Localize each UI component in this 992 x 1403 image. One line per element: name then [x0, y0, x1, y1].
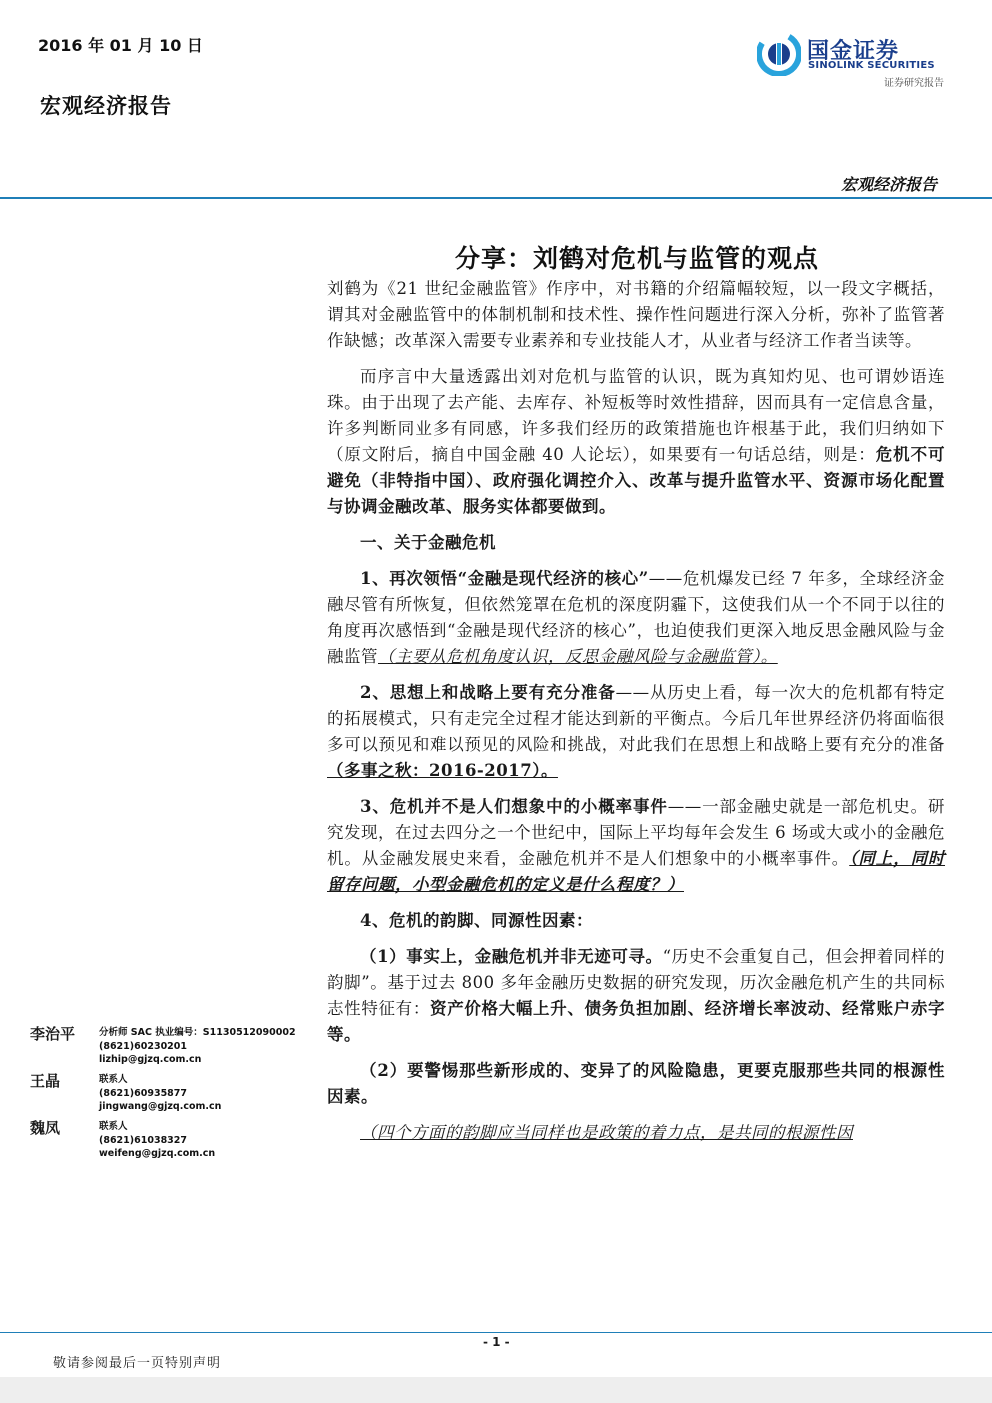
sub-item-2-note-line	[327, 1120, 945, 1146]
item-1-text: ——危机爆发已经 7 年多，全球经济金融尽管有所恢复，但依然笼罩在危机的深度阴霾下，这使我们从一个不同于以往的角度再次感悟到“金融是现代经济的核心”，也迫使我们更深入地反思金融风险与金融监管	[327, 569, 945, 666]
header-divider	[0, 197, 992, 199]
analyst-email[interactable]: jingwang@gjzq.com.cn	[99, 1101, 222, 1112]
sub-item-2-note: （四个方面的韵脚应当同样也是政策的着力点，是共同的根源性因	[360, 1123, 853, 1142]
item-2-note: （多事之秋：2016-2017）。	[327, 761, 558, 780]
analyst-phone: (8621)61038327	[99, 1134, 188, 1146]
article-body	[327, 276, 945, 1156]
footer-divider	[0, 1332, 992, 1333]
analyst-contact	[99, 1120, 215, 1161]
analyst-card	[30, 1070, 320, 1117]
item-4-heading: 4、危机的韵脚、同源性因素：	[360, 911, 593, 930]
sub-item-1-features: 资产价格大幅上升、债务负担加剧、经济增长率波动、经常账户赤字等。	[327, 999, 946, 1044]
sub-item-1-heading: （1）事实上，金融危机并非无迹可寻。	[360, 947, 663, 966]
item-3	[327, 794, 945, 898]
analyst-phone: (8621)60935877	[99, 1087, 188, 1099]
summary-text: 而序言中大量透露出刘对危机与监管的认识，既为真知灼见、也可谓妙语连珠。由于出现了去产能、去库存、补短板等时效性措辞，因而具有一定信息含量，许多判断同业多有同感，许多我们经历的政策措施也许根基于此，我们归纳如下（原文附后，摘自中国金融 40 人论坛），如果要有一句话总结，则是：	[327, 367, 945, 464]
article-title: 分享：刘鹤对危机与监管的观点	[454, 244, 819, 273]
sinolink-logo	[757, 30, 947, 90]
analyst-contact	[99, 1073, 221, 1114]
analyst-list	[30, 1023, 320, 1164]
sinolink-logo-icon	[757, 32, 801, 76]
page-number: - 1 -	[483, 1335, 510, 1349]
section-heading: 一、关于金融危机	[360, 533, 496, 552]
analyst-name: 王晶	[30, 1072, 61, 1090]
analyst-phone: (8621)60230201	[99, 1040, 188, 1052]
logo-name-en: SINOLINK SECURITIES	[808, 60, 935, 71]
analyst-card	[30, 1023, 320, 1070]
item-2	[327, 680, 945, 784]
item-1-note: （主要从危机角度认识，反思金融风险与金融监管）。	[378, 647, 778, 666]
item-3-text: ——一部金融史就是一部危机史。研究发现，在过去四分之一个世纪中，国际上平均每年会发生 6 场或大或小的金融危机。从金融发展史来看，金融危机并不是人们想象中的小概率事件。	[327, 797, 946, 868]
report-date: 2016 年 01 月 10 日	[38, 36, 203, 55]
bottom-bar	[0, 1377, 992, 1403]
analyst-email[interactable]: weifeng@gjzq.com.cn	[99, 1148, 216, 1159]
intro-text: 刘鹤为《21 世纪金融监管》作序中，对书籍的介绍篇幅较短，以一段文字概括，谓其对金融监管中的体制机制和技术性、操作性问题进行深入分析，弥补了监管著作缺憾；改革深入需要专业素养和专业技能人才，从业者与经济工作者当读等。	[327, 279, 945, 350]
analyst-role: 分析师 SAC 执业编号：S1130512090002	[99, 1027, 296, 1038]
logo-subtitle: 证券研究报告	[884, 78, 944, 89]
logo-name-cn: 国金证券	[807, 39, 900, 64]
report-type: 宏观经济报告	[40, 93, 172, 118]
summary-conclusion: 危机不可避免（非特指中国）、政府强化调控介入、改革与提升监管水平、资源市场化配置与协调金融改革、服务实体都要做到。	[327, 445, 945, 516]
analyst-email[interactable]: lizhip@gjzq.com.cn	[99, 1054, 202, 1065]
sub-item-1-text: “历史不会重复自己，但会押着同样的韵脚”。基于过去 800 多年金融历史数据的研究发现，历次金融危机产生的共同标志性特征有：	[327, 947, 946, 1018]
item-1-heading: 1、再次领悟“金融是现代经济的核心”	[360, 569, 649, 588]
sub-item-2: （2）要警惕那些新形成的、变异了的风险隐患，更要克服那些共同的根源性因素。	[327, 1061, 945, 1106]
running-header: 宏观经济报告	[840, 175, 937, 194]
item-2-heading: 2、思想上和战略上要有充分准备	[360, 683, 616, 702]
analyst-name: 李治平	[30, 1025, 76, 1043]
disclaimer: 敬请参阅最后一页特别声明	[53, 1356, 222, 1371]
analyst-role: 联系人	[99, 1074, 128, 1085]
analyst-contact	[99, 1026, 296, 1067]
item-3-heading: 3、危机并不是人们想象中的小概率事件	[360, 797, 668, 816]
paragraph-summary	[327, 364, 945, 520]
sub-item-1	[327, 944, 945, 1048]
analyst-role: 联系人	[99, 1121, 128, 1132]
analyst-name: 魏凤	[30, 1119, 61, 1137]
item-1	[327, 566, 945, 670]
item-2-text: ——从历史上看，每一次大的危机都有特定的拓展模式，只有走完全过程才能达到新的平衡点。今后几年世界经济仍将面临很多可以预见和难以预见的风险和挑战，对此我们在思想上和战略上要有充分的准备	[327, 683, 946, 754]
paragraph-intro	[327, 276, 945, 354]
item-3-note: （同上，同时留存问题，小型金融危机的定义是什么程度？）	[327, 849, 946, 894]
analyst-card	[30, 1117, 320, 1164]
